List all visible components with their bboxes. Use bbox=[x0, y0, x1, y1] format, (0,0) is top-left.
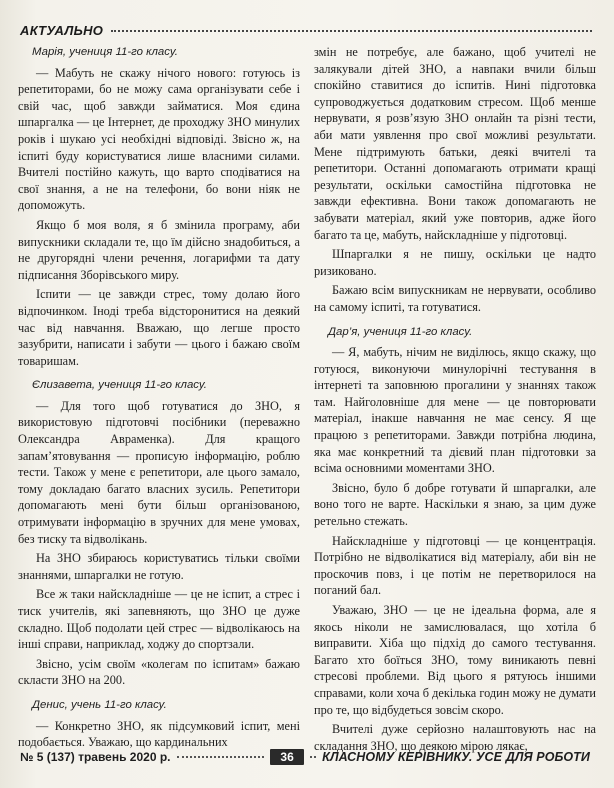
paragraph: — Я, мабуть, нічим не виділюсь, якщо скажу, що готуюся, виконуючи минулорічні тестування в інтернеті та заповнюю прогалини у знаннях також там. Найголовніше для мене — це повторювати матеріал, інакше навчання не має сенсу. Я ще працюю з репетиторами. Завжди потрібна людина, яка має конкретний та дієвий план підготовки за всіма основними моментами ЗНО. bbox=[314, 345, 596, 476]
paragraph: Найскладніше у підготовці — це концентрація. Потрібно не відволікатися від матеріалу, аби він не проскочив повз, і це потім не перетворилося на поганий бал. bbox=[314, 533, 596, 598]
footer-dotted-rule-right bbox=[310, 756, 316, 758]
section-header bbox=[20, 20, 592, 40]
paragraph: Уважаю, ЗНО — це не ідеальна форма, але я якось ніколи не замислювалася, що хотіла б виправити. Хіба що підхід до самого тестування. Багато хто боїться ЗНО, тому виникають певні стресові проблеми. Від цього я рятуюсь іншими справами, коли хоча б декілька годин можу не думати про те, що відбудеться зовсім скоро. bbox=[314, 603, 596, 717]
paragraph: Якщо б моя воля, я б змінила програму, аби випускники складали те, що їм дійсно знадобиться, а не другорядні члени речення, логарифми та дату підписання Зборівського миру. bbox=[18, 217, 300, 282]
paragraph: — Мабуть не скажу нічого нового: готуюсь із репетиторами, бо не можу сама організувати себе і свій час, щоб завжди займатися. Моя єдина шпаргалка — це Інтернет, де проходжу ЗНО минулих років і шукаю усі необхідні відповіді. Звісно ж, на іспиті буду користуватися лише власними силами. Вчителі постійно кажуть, що варто сподіватися на свої знання, а не на телефони, бо вони ніяк не допоможуть. bbox=[18, 65, 300, 213]
article-body bbox=[18, 44, 596, 753]
page-number: 36 bbox=[270, 749, 303, 765]
section-title: АКТУАЛЬНО bbox=[20, 22, 104, 38]
header-dotted-rule bbox=[111, 30, 592, 32]
paragraph: Все ж таки найскладніше — це не іспит, а стрес і тиск учителів, які запевняють, що ЗНО це дуже складно. Щоб подолати цей стрес — відволікаюсь на інші справи, наприклад, ходжу до спортзали. bbox=[18, 587, 300, 652]
paragraph: — Для того щоб готуватися до ЗНО, я використовую підготовчі посібники (переважно Олександра Авраменка). Для кращого запам’ятовування — прописую інформацію, роблю тести. Також у мене є репетитори, але цього замало, тому докладаю багато власних зусиль. Репетитори допомагають мені бути більш організованою, отримувати інформацію в зручних для мене умовах, без тиску та відволікань. bbox=[18, 398, 300, 546]
paragraph: На ЗНО збираюсь користуватись тільки своїми знаннями, шпаргалки не готую. bbox=[18, 551, 300, 582]
issue-info: № 5 (137) травень 2020 р. bbox=[20, 750, 171, 764]
speaker-signature: Дар’я, учениця 11-го класу. bbox=[328, 325, 473, 338]
footer-dotted-rule-left bbox=[177, 756, 265, 758]
page-footer bbox=[20, 746, 590, 768]
paragraph: Звісно, було б добре готувати й шпаргалки, але воно того не варте. Наскільки я знаю, за цим дуже ретельно стежать. bbox=[314, 480, 596, 529]
paragraph: Іспити — це завжди стрес, тому долаю його відпочинком. Іноді треба відсторонитися на деякий час від навчання. Вважаю, що легше просто зазубрити, написати і забути — цього і бажаю своїм товаришам. bbox=[18, 287, 300, 368]
paragraph: Вчителі дуже серйозно налаштовують нас на складання ЗНО, що деякою мірою лякає, bbox=[314, 722, 596, 753]
paragraph: Звісно, усім своїм «колегам по іспитам» бажаю скласти ЗНО на 200. bbox=[18, 656, 300, 688]
speaker-signature: Єлизавета, учениця 11-го класу. bbox=[32, 379, 207, 392]
paragraph: Бажаю всім випускникам не нервувати, особливо на самому іспиті, та готуватися. bbox=[314, 283, 596, 314]
magazine-tagline: КЛАСНОМУ КЕРІВНИКУ. УСЕ ДЛЯ РОБОТИ bbox=[322, 750, 590, 764]
left-column bbox=[18, 44, 300, 750]
paragraph: — Конкретно ЗНО, як підсумковий іспит, мені подобається. Уважаю, що кардинальних bbox=[18, 718, 300, 750]
speaker-signature: Денис, учень 11-го класу. bbox=[32, 698, 167, 711]
paragraph: Шпаргалки я не пишу, оскільки це надто ризиковано. bbox=[314, 247, 596, 278]
paragraph-continued: змін не потребує, але бажано, щоб учителі не залякували дітей ЗНО, а навпаки вчили більш спокійно ставитися до іспитів. Нині підготовка супроводжується додатковим стресом. Щоб менше нервувати, я розв’язую ЗНО онлайн та різні тести, аби мати уявлення про свої можливі результати. Мене підтримують батьки, деякі вчителі та репетитори. Останні допомагають отримати кращі результати, оскільки самостійна підготовка не завжди ефективна. Вони також допомагають не забувати матеріал, який уже повторив, адже його багато та це, мабуть, найскладніше у підготовці. bbox=[314, 45, 596, 242]
speaker-signature: Марія, учениця 11-го класу. bbox=[32, 46, 178, 58]
right-column bbox=[314, 44, 596, 753]
